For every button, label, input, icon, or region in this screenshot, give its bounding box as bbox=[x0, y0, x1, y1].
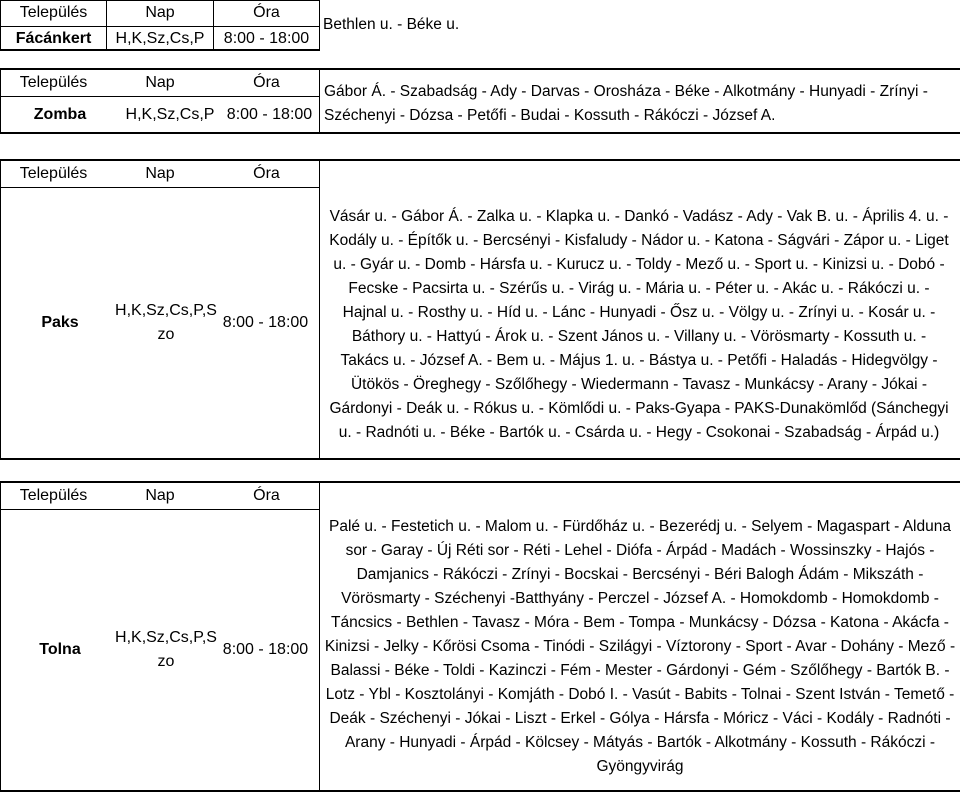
streets-list: Gábor Á. - Szabadság - Ady - Darvas - Orosháza - Béke - Alkotmány - Hunyadi - Zrínyi - Széchenyi - Dózsa - Petőfi - Budai - Kossuth - Rákóczi - József A. bbox=[324, 83, 928, 124]
header-ora: Óra bbox=[253, 4, 280, 21]
days-cell: H,K,Sz,Cs,P bbox=[115, 29, 205, 47]
schedule-table-facankert bbox=[0, 0, 960, 50]
hours-cell: 8:00 - 18:00 bbox=[226, 105, 313, 123]
divider bbox=[0, 790, 960, 792]
header-telepules: Település bbox=[19, 487, 88, 504]
divider bbox=[0, 132, 960, 134]
town-name: Paks bbox=[41, 314, 79, 331]
hours-cell: 8:00 - 18:00 bbox=[223, 29, 310, 47]
schedule-table-tolna bbox=[0, 481, 960, 792]
streets-list: Vásár u. - Gábor Á. - Zalka u. - Klapka u. - Dankó - Vadász - Ady - Vak B. u. - Április 4. u. - Kodály u. - Építők u. - Bercsényi - Kisfaludy - Nádor u. - Katona - Ságvári - Zápor u. - Liget u. - Gyár u. - Domb - Hársfa u. - Kurucz u. - Toldy - Mező u. - Sport u. - Kinizsi u. - Dobó - Fecske - Pacsirta u. - Szérűs u. - Virág u. - Mária u. - Péter u. - Akác u. - Rákóczi u. - Hajnal u. - Rosthy u. - Híd u. - Lánc - Hunyadi - Ősz u. - Völgy u. - Zrínyi u. - Kosár u. - Báthory u. - Hattyú - Árok u. - Szent János u. - Villany u. - Vörösmarty - Kossuth u. - Takács u. - József A. - Bem u. - Május 1. u. - Bástya u. - Petőfi - Haladás - Hidegvölgy - Ütökös - Öreghegy - Szőlőhegy - Wiedermann - Tavasz - Munkácsy - Arany - Jókai - Gárdonyi - Deák u. - Rókus u. - Kömlődi u. - Paks-Gyapa - PAKS-Dunakömlőd (Sánchegyi u. - Radnóti u. - Béke - Bartók u. - Csárda u. - Hegy - Csokonai - Szabadság - Árpád u.) bbox=[329, 208, 949, 441]
hours-cell: 8:00 - 18:00 bbox=[222, 314, 309, 331]
header-ora: Óra bbox=[253, 74, 280, 91]
town-name: Zomba bbox=[33, 105, 87, 123]
header-nap: Nap bbox=[145, 4, 175, 21]
divider bbox=[319, 481, 320, 792]
streets-list: Bethlen u. - Béke u. bbox=[323, 16, 460, 33]
streets-list: Palé u. - Festetich u. - Malom u. - Fürdőház u. - Bezerédj u. - Selyem - Magaspart - Alduna sor - Garay - Új Réti sor - Réti - Lehel - Diófa - Árpád - Madách - Wossinszky - Hajós - Damjanics - Rákóczi - Zrínyi - Bocskai - Bercsényi - Béri Balogh Ádám - Mikszáth - Vörösmarty - Széchenyi -Batthyány - Perczel - József A. - Homokdomb - Homokdomb - Táncsics - Bethlen - Tavasz - Móra - Bem - Tompa - Munkácsy - Dózsa - Katona - Akácfa - Kinizsi - Jelky - Kőrösi Csoma - Tinódi - Szilágyi - Víztorony - Sport - Avar - Dohány - Mező - Balassi - Béke - Toldi - Kazinczi - Fém - Mester - Gárdonyi - Gém - Szőlőhegy - Bartók B. - Lotz - Ybl - Kosztolányi - Komjáth - Dobó I. - Vasút - Babits - Tolnai - Szent István - Temető - Deák - Széchenyi - Jókai - Liszt - Erkel - Gólya - Hársfa - Móricz - Váci - Kodály - Radnóti - Arany - Hunyadi - Árpád - Kölcsey - Mátyás - Bartók - Alkotmány - Kossuth - Rákóczi - Gyöngyvirág bbox=[324, 518, 956, 775]
header-nap: Nap bbox=[145, 74, 175, 91]
days-cell: H,K,Sz,Cs,P,S zo bbox=[115, 302, 217, 343]
town-name: Tolna bbox=[39, 641, 81, 658]
days-cell: H,K,Sz,Cs,P,S zo bbox=[115, 629, 217, 670]
days-cell: H,K,Sz,Cs,P bbox=[125, 105, 215, 123]
header-telepules: Település bbox=[19, 165, 88, 182]
header-telepules: Település bbox=[19, 4, 88, 21]
header-ora: Óra bbox=[253, 165, 280, 182]
header-telepules: Település bbox=[19, 74, 88, 91]
header-nap: Nap bbox=[145, 165, 175, 182]
schedule-table-paks bbox=[0, 159, 960, 460]
divider bbox=[0, 458, 960, 460]
divider bbox=[319, 159, 320, 460]
header-ora: Óra bbox=[253, 487, 280, 504]
schedule-table-zomba bbox=[0, 68, 960, 134]
town-name: Fácánkert bbox=[15, 29, 92, 47]
hours-cell: 8:00 - 18:00 bbox=[222, 641, 309, 658]
header-nap: Nap bbox=[145, 487, 175, 504]
